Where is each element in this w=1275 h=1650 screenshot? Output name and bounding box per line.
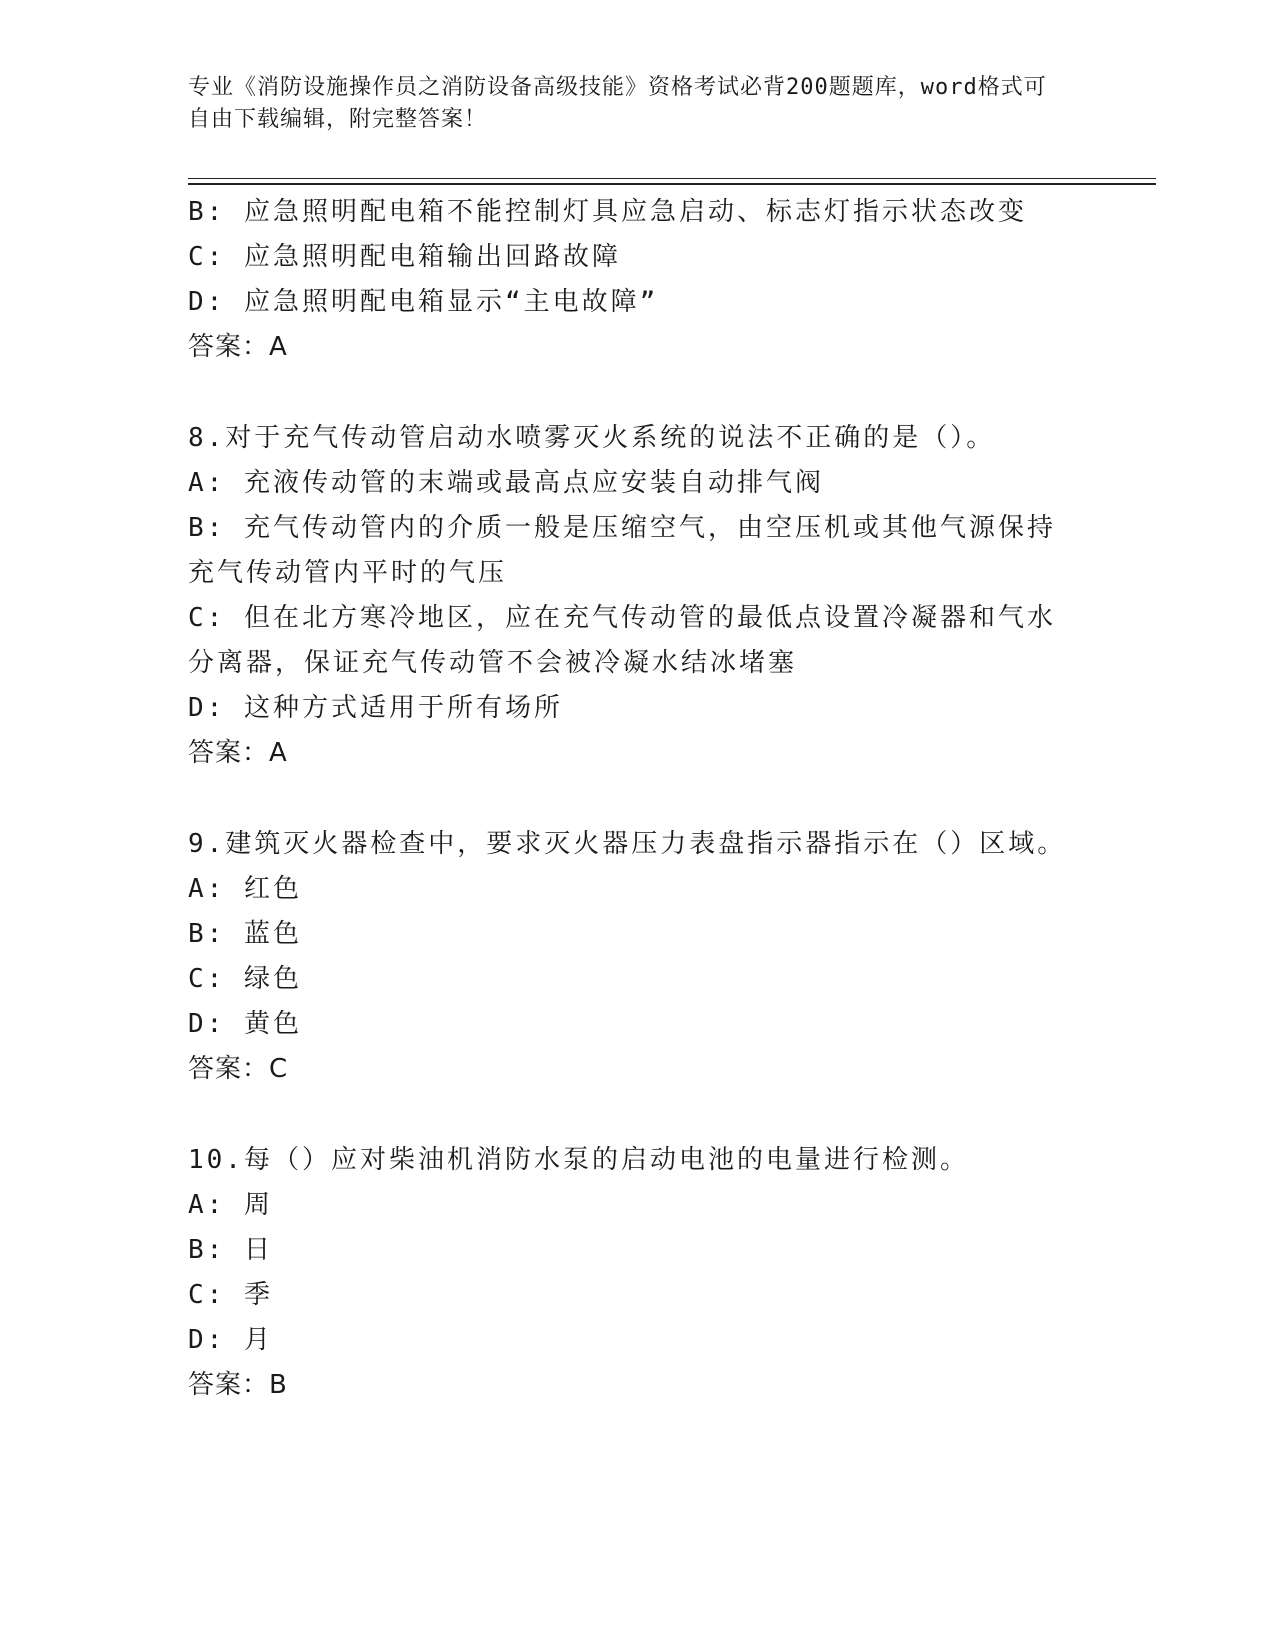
document-header: 专业《消防设施操作员之消防设备高级技能》资格考试必背200题题库，word格式可自由下载编辑，附完整答案！ — [188, 75, 1047, 132]
spacer — [188, 370, 1088, 416]
question-block-9 — [188, 822, 1088, 1092]
option-a: A: 充液传动管的末端或最高点应安装自动排气阀 — [188, 468, 824, 498]
option-a: A: 红色 — [188, 874, 302, 904]
option-a: A: 周 — [188, 1190, 273, 1220]
spacer — [188, 1092, 1088, 1138]
question-block-8 — [188, 416, 1088, 776]
option-b: B: 日 — [188, 1235, 273, 1265]
question-block-prev — [188, 190, 1088, 370]
answer-line: 答案：B — [188, 1370, 288, 1400]
option-d: D: 黄色 — [188, 1009, 302, 1039]
header-rule-thick — [188, 183, 1156, 185]
option-c: C: 季 — [188, 1280, 273, 1310]
option-b: B: 蓝色 — [188, 919, 302, 949]
header-rule-thin — [188, 178, 1156, 179]
option-d: D: 月 — [188, 1325, 273, 1355]
question-stem: 8.对于充气传动管启动水喷雾灭火系统的说法不正确的是（）。 — [188, 423, 996, 453]
question-content — [188, 190, 1088, 1408]
option-c: C: 应急照明配电箱输出回路故障 — [188, 242, 621, 272]
question-block-10 — [188, 1138, 1088, 1408]
option-b: B: 应急照明配电箱不能控制灯具应急启动、标志灯指示状态改变 — [188, 197, 1027, 227]
option-c: C: 绿色 — [188, 964, 302, 994]
spacer — [188, 776, 1088, 822]
option-b: B: 充气传动管内的介质一般是压缩空气，由空压机或其他气源保持充气传动管内平时的气压 — [188, 513, 1056, 588]
question-stem: 10.每（）应对柴油机消防水泵的启动电池的电量进行检测。 — [188, 1145, 969, 1175]
option-d: D: 应急照明配电箱显示“主电故障” — [188, 287, 659, 317]
answer-line: 答案：A — [188, 738, 288, 768]
answer-line: 答案：C — [188, 1054, 289, 1084]
option-c: C: 但在北方寒冷地区，应在充气传动管的最低点设置冷凝器和气水分离器，保证充气传动管不会被冷凝水结冰堵塞 — [188, 603, 1056, 678]
answer-line: 答案：A — [188, 332, 288, 362]
option-d: D: 这种方式适用于所有场所 — [188, 693, 563, 723]
question-stem: 9.建筑灭火器检查中，要求灭火器压力表盘指示器指示在（）区域。 — [188, 829, 1067, 859]
